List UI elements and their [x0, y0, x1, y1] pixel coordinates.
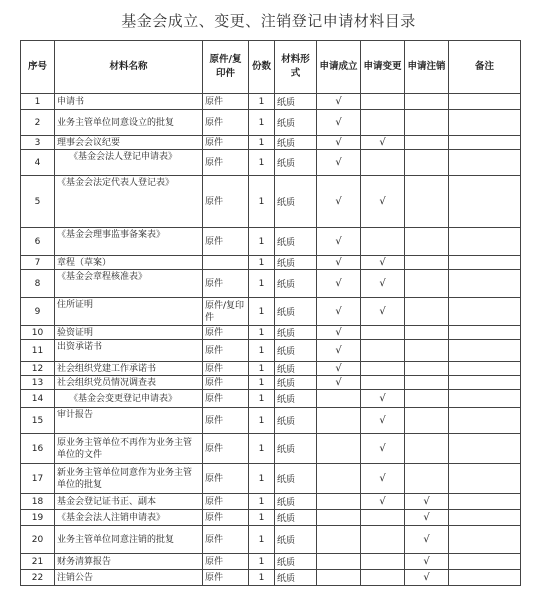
row-name: 《基金会法人登记申请表》: [55, 150, 203, 176]
row-name: 新业务主管单位同意作为业务主管单位的批复: [55, 464, 203, 494]
row-count: 1: [249, 340, 275, 362]
row-cancel: [405, 110, 449, 136]
row-cancel: [405, 340, 449, 362]
row-cancel: [405, 376, 449, 390]
row-establish: √: [317, 110, 361, 136]
table-row: [21, 494, 521, 510]
row-remark: [449, 570, 521, 586]
header-remark: 备注: [449, 41, 521, 94]
row-name: 章程（草案）: [55, 256, 203, 270]
row-establish: [317, 526, 361, 554]
header-row: [21, 41, 521, 94]
row-shape: 纸质: [275, 390, 317, 408]
row-remark: [449, 510, 521, 526]
row-establish: √: [317, 150, 361, 176]
row-establish: [317, 510, 361, 526]
row-seq: 17: [21, 464, 55, 494]
row-form: 原件: [203, 434, 249, 464]
row-change: [361, 340, 405, 362]
header-change: 申请变更: [361, 41, 405, 94]
row-remark: [449, 256, 521, 270]
table-row: [21, 554, 521, 570]
row-shape: 纸质: [275, 494, 317, 510]
row-seq: 9: [21, 298, 55, 326]
table-row: [21, 136, 521, 150]
row-name: 《基金会法人注销申请表》: [55, 510, 203, 526]
row-cancel: [405, 326, 449, 340]
row-change: √: [361, 408, 405, 434]
row-count: 1: [249, 326, 275, 340]
row-remark: [449, 136, 521, 150]
row-count: 1: [249, 136, 275, 150]
row-change: [361, 554, 405, 570]
table-row: [21, 176, 521, 228]
row-change: [361, 362, 405, 376]
row-cancel: [405, 464, 449, 494]
row-count: 1: [249, 270, 275, 298]
row-cancel: [405, 408, 449, 434]
row-name: 《基金会变更登记申请表》: [55, 390, 203, 408]
row-establish: √: [317, 362, 361, 376]
row-change: √: [361, 270, 405, 298]
row-establish: [317, 434, 361, 464]
row-change: √: [361, 494, 405, 510]
row-form: 原件: [203, 554, 249, 570]
row-shape: 纸质: [275, 270, 317, 298]
row-change: √: [361, 136, 405, 150]
row-cancel: √: [405, 570, 449, 586]
row-seq: 4: [21, 150, 55, 176]
row-form: 原件: [203, 390, 249, 408]
table-row: [21, 228, 521, 256]
row-establish: √: [317, 376, 361, 390]
table-row: [21, 434, 521, 464]
row-count: 1: [249, 376, 275, 390]
row-change: [361, 526, 405, 554]
row-name: 审计报告: [55, 408, 203, 434]
row-change: √: [361, 464, 405, 494]
row-change: [361, 150, 405, 176]
row-shape: 纸质: [275, 526, 317, 554]
row-cancel: [405, 362, 449, 376]
row-form: 原件: [203, 94, 249, 110]
row-cancel: [405, 256, 449, 270]
row-remark: [449, 526, 521, 554]
table-row: [21, 408, 521, 434]
row-form: 原件: [203, 136, 249, 150]
row-establish: √: [317, 228, 361, 256]
row-cancel: √: [405, 526, 449, 554]
row-seq: 5: [21, 176, 55, 228]
row-form: 原件: [203, 526, 249, 554]
header-form: 原件/复印件: [203, 41, 249, 94]
row-cancel: [405, 150, 449, 176]
row-remark: [449, 326, 521, 340]
table-row: [21, 340, 521, 362]
row-establish: [317, 494, 361, 510]
row-shape: 纸质: [275, 464, 317, 494]
row-form: 原件: [203, 228, 249, 256]
row-establish: √: [317, 270, 361, 298]
row-count: 1: [249, 256, 275, 270]
row-establish: [317, 408, 361, 434]
header-cancel: 申请注销: [405, 41, 449, 94]
row-seq: 20: [21, 526, 55, 554]
row-establish: √: [317, 256, 361, 270]
table-row: [21, 150, 521, 176]
row-count: 1: [249, 176, 275, 228]
row-name: 原业务主管单位不再作为业务主管单位的文件: [55, 434, 203, 464]
row-shape: 纸质: [275, 228, 317, 256]
row-form: 原件: [203, 464, 249, 494]
row-seq: 10: [21, 326, 55, 340]
row-shape: 纸质: [275, 256, 317, 270]
row-cancel: [405, 270, 449, 298]
row-name: 《基金会理事监事备案表》: [55, 228, 203, 256]
row-seq: 2: [21, 110, 55, 136]
row-change: [361, 94, 405, 110]
row-name: 出资承诺书: [55, 340, 203, 362]
row-cancel: [405, 298, 449, 326]
row-name: 社会组织党建工作承诺书: [55, 362, 203, 376]
row-form: [203, 256, 249, 270]
row-count: 1: [249, 298, 275, 326]
header-shape: 材料形式: [275, 41, 317, 94]
table-row: [21, 570, 521, 586]
row-cancel: [405, 94, 449, 110]
row-form: 原件: [203, 326, 249, 340]
row-cancel: [405, 176, 449, 228]
row-name: 理事会会议纪要: [55, 136, 203, 150]
row-name: 申请书: [55, 94, 203, 110]
row-remark: [449, 390, 521, 408]
table-row: [21, 362, 521, 376]
row-seq: 14: [21, 390, 55, 408]
table-row: [21, 326, 521, 340]
document-title: 基金会成立、变更、注销登记申请材料目录: [121, 12, 416, 30]
row-shape: 纸质: [275, 434, 317, 464]
row-remark: [449, 464, 521, 494]
row-seq: 8: [21, 270, 55, 298]
table-row: [21, 510, 521, 526]
row-name: 财务清算报告: [55, 554, 203, 570]
row-establish: √: [317, 340, 361, 362]
row-shape: 纸质: [275, 150, 317, 176]
row-cancel: [405, 228, 449, 256]
row-shape: 纸质: [275, 94, 317, 110]
header-seq: 序号: [21, 41, 55, 94]
row-form: 原件: [203, 570, 249, 586]
row-seq: 12: [21, 362, 55, 376]
row-seq: 1: [21, 94, 55, 110]
row-seq: 11: [21, 340, 55, 362]
row-name: 社会组织党员情况调查表: [55, 376, 203, 390]
row-remark: [449, 150, 521, 176]
row-name: 《基金会法定代表人登记表》: [55, 176, 203, 228]
table-row: [21, 390, 521, 408]
row-remark: [449, 110, 521, 136]
table-row: [21, 464, 521, 494]
row-seq: 18: [21, 494, 55, 510]
row-change: √: [361, 176, 405, 228]
row-form: 原件: [203, 270, 249, 298]
header-count: 份数: [249, 41, 275, 94]
row-seq: 6: [21, 228, 55, 256]
row-name: 验资证明: [55, 326, 203, 340]
row-establish: √: [317, 298, 361, 326]
row-form: 原件: [203, 408, 249, 434]
row-count: 1: [249, 110, 275, 136]
row-seq: 7: [21, 256, 55, 270]
row-count: 1: [249, 362, 275, 376]
row-remark: [449, 176, 521, 228]
row-change: [361, 326, 405, 340]
row-change: √: [361, 298, 405, 326]
header-name: 材料名称: [55, 41, 203, 94]
row-seq: 15: [21, 408, 55, 434]
row-change: √: [361, 256, 405, 270]
table-row: [21, 94, 521, 110]
row-cancel: [405, 434, 449, 464]
row-change: √: [361, 390, 405, 408]
row-count: 1: [249, 464, 275, 494]
row-count: 1: [249, 494, 275, 510]
row-shape: 纸质: [275, 176, 317, 228]
row-seq: 22: [21, 570, 55, 586]
row-remark: [449, 94, 521, 110]
row-name: 业务主管单位同意注销的批复: [55, 526, 203, 554]
row-form: 原件: [203, 376, 249, 390]
row-cancel: √: [405, 554, 449, 570]
row-remark: [449, 554, 521, 570]
header-establish: 申请成立: [317, 41, 361, 94]
row-form: 原件: [203, 362, 249, 376]
row-establish: [317, 390, 361, 408]
row-name: 住所证明: [55, 298, 203, 326]
row-remark: [449, 434, 521, 464]
row-count: 1: [249, 150, 275, 176]
row-cancel: √: [405, 494, 449, 510]
row-establish: [317, 554, 361, 570]
row-remark: [449, 228, 521, 256]
row-establish: √: [317, 326, 361, 340]
row-cancel: [405, 136, 449, 150]
row-shape: 纸质: [275, 110, 317, 136]
row-name: 注销公告: [55, 570, 203, 586]
row-establish: [317, 464, 361, 494]
row-establish: √: [317, 136, 361, 150]
row-seq: 3: [21, 136, 55, 150]
row-establish: [317, 570, 361, 586]
row-shape: 纸质: [275, 554, 317, 570]
row-change: √: [361, 434, 405, 464]
row-change: [361, 510, 405, 526]
row-count: 1: [249, 408, 275, 434]
row-name: 《基金会章程核准表》: [55, 270, 203, 298]
row-remark: [449, 270, 521, 298]
table-row: [21, 376, 521, 390]
row-establish: √: [317, 94, 361, 110]
row-shape: 纸质: [275, 298, 317, 326]
row-shape: 纸质: [275, 326, 317, 340]
row-change: [361, 570, 405, 586]
row-shape: 纸质: [275, 376, 317, 390]
row-count: 1: [249, 554, 275, 570]
row-change: [361, 110, 405, 136]
row-shape: 纸质: [275, 362, 317, 376]
row-form: 原件: [203, 110, 249, 136]
row-form: 原件/复印件: [203, 298, 249, 326]
row-form: 原件: [203, 340, 249, 362]
row-name: 业务主管单位同意设立的批复: [55, 110, 203, 136]
row-remark: [449, 298, 521, 326]
row-count: 1: [249, 434, 275, 464]
row-seq: 13: [21, 376, 55, 390]
materials-table: [20, 40, 521, 586]
row-shape: 纸质: [275, 570, 317, 586]
row-cancel: √: [405, 510, 449, 526]
row-change: [361, 228, 405, 256]
row-remark: [449, 362, 521, 376]
row-change: [361, 376, 405, 390]
row-form: 原件: [203, 150, 249, 176]
row-establish: √: [317, 176, 361, 228]
table-row: [21, 298, 521, 326]
row-form: 原件: [203, 494, 249, 510]
table-row: [21, 270, 521, 298]
table-row: [21, 110, 521, 136]
row-seq: 16: [21, 434, 55, 464]
row-count: 1: [249, 526, 275, 554]
table-row: [21, 526, 521, 554]
row-shape: 纸质: [275, 510, 317, 526]
row-form: 原件: [203, 176, 249, 228]
row-remark: [449, 408, 521, 434]
row-seq: 19: [21, 510, 55, 526]
row-cancel: [405, 390, 449, 408]
row-seq: 21: [21, 554, 55, 570]
row-count: 1: [249, 390, 275, 408]
row-remark: [449, 494, 521, 510]
row-count: 1: [249, 228, 275, 256]
row-remark: [449, 376, 521, 390]
row-shape: 纸质: [275, 340, 317, 362]
row-form: 原件: [203, 510, 249, 526]
row-shape: 纸质: [275, 136, 317, 150]
row-count: 1: [249, 94, 275, 110]
row-name: 基金会登记证书正、副本: [55, 494, 203, 510]
row-count: 1: [249, 570, 275, 586]
table-row: [21, 256, 521, 270]
row-remark: [449, 340, 521, 362]
row-count: 1: [249, 510, 275, 526]
row-shape: 纸质: [275, 408, 317, 434]
